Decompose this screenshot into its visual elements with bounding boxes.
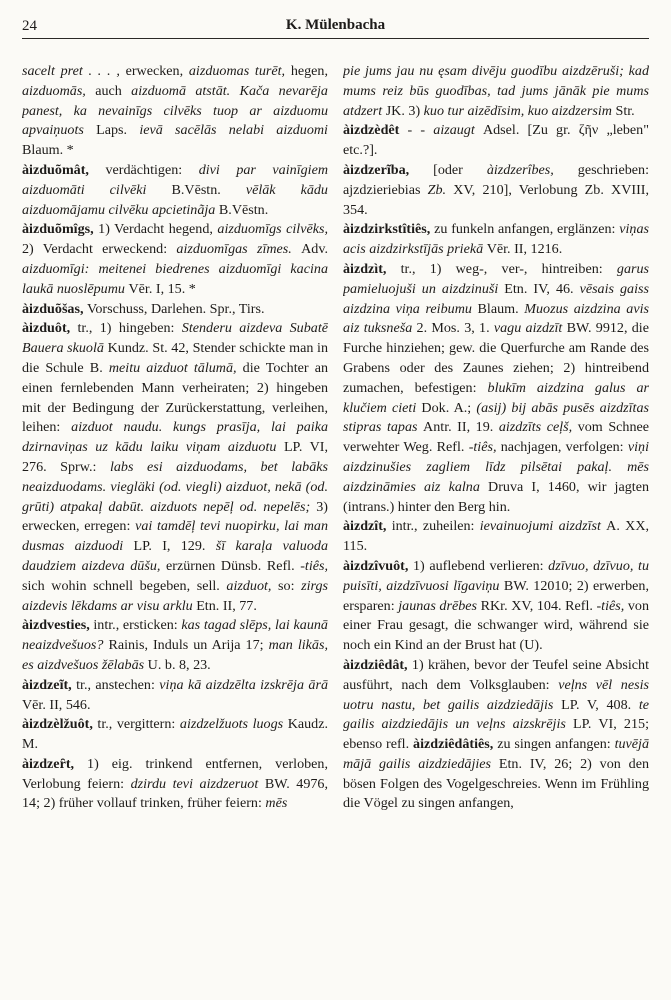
dictionary-entry bbox=[22, 62, 328, 161]
latvian-text: Zb. bbox=[427, 181, 454, 198]
dictionary-entry bbox=[22, 755, 328, 814]
latvian-text: labs esi aizduodams, bet labāks neaizduodams. viegläki (od. viegli) aizduot, nekā (od. grūti) atpakaļ dabūt. aizduots nepēļ od. nepelēs; bbox=[22, 458, 328, 515]
german-text: erzürnen Dünsb. Refl. bbox=[166, 557, 301, 574]
latvian-text: -tiês, bbox=[596, 597, 628, 614]
german-text: Vēr. II, 1216. bbox=[486, 241, 563, 258]
dictionary-entry bbox=[343, 62, 649, 121]
latvian-text: veļns vēl nesis uotru nastu, bet gailis aizdziedājis bbox=[343, 676, 649, 713]
latvian-text: sacelt pret . . . , bbox=[22, 63, 126, 79]
latvian-text: divi par vainīgiem aizduomāti cilvēki bbox=[22, 161, 328, 198]
latvian-text: àizdzerîbes, bbox=[486, 161, 578, 178]
latvian-text: kuo tur aizēdīsim, kuo aizdzersim bbox=[423, 102, 616, 119]
latvian-text: mēs bbox=[265, 795, 288, 812]
german-text: Vēr. I, 15. * bbox=[128, 280, 196, 297]
german-text: zu singen anfangen: bbox=[497, 736, 615, 753]
latvian-text: aizduomas turēt, bbox=[188, 63, 291, 79]
entry-headword: àizduõmât, bbox=[22, 161, 106, 178]
german-text: Blaum. * bbox=[22, 142, 74, 159]
dictionary-entry bbox=[343, 517, 649, 557]
entry-headword: àizdzîvuôt, bbox=[343, 557, 413, 574]
entry-headword: àizdzìt, bbox=[343, 260, 401, 277]
german-text: tr., 1) weg-, ver-, hintreiben: bbox=[400, 260, 617, 277]
german-text: B.Vēstn. bbox=[218, 201, 269, 218]
german-text: A. XX, 115. bbox=[343, 518, 649, 555]
german-text: [oder bbox=[433, 161, 487, 178]
dictionary-entry bbox=[343, 557, 649, 656]
german-text: Adv. bbox=[301, 241, 328, 258]
latvian-text: garus pamieluojuši un aizdzinuši bbox=[343, 260, 649, 297]
german-text: Vēr. II, 546. bbox=[22, 696, 91, 713]
german-text: BW. 12010; 2) erwerben, ersparen: bbox=[343, 577, 649, 614]
german-text: Dok. A.; bbox=[421, 399, 477, 416]
german-text: BW. 9912, die Furche hinziehen; gew. die Querfurche am Rande des Grabens oder des Zaunes ziehen; 2) hintreibend zumachen, befestigen: bbox=[343, 320, 649, 396]
german-text: verdächtigen: bbox=[105, 161, 199, 178]
german-text: Vorschuss, Darlehen. Spr., Tirs. bbox=[87, 300, 265, 317]
dictionary-entry bbox=[343, 656, 649, 814]
left-column bbox=[22, 62, 328, 980]
latvian-text: pie jums jau nu ęsam divēju guodību aizdzēruši; kad mums reiz būs guodības, tad jums jānāk pie mums atdzert bbox=[343, 63, 649, 119]
german-text: Kaudz. M. bbox=[22, 716, 328, 753]
dictionary-entry bbox=[22, 676, 328, 716]
latvian-text: viņi aizdzinušies zagliem līdz pilsētai pakaļ. mēs aizdzināmies aiz kalna bbox=[343, 439, 649, 495]
german-text: RKr. XV, 104. Refl. bbox=[480, 597, 597, 614]
german-text: Adsel. [Zu gr. ζῆν „leben" etc.?]. bbox=[343, 122, 649, 159]
german-text: tr., anstechen: bbox=[76, 676, 160, 693]
german-text: BW. 4976, 14; 2) früher vollauf trinken, früher feiern: bbox=[22, 775, 328, 812]
german-text: JK. 3) bbox=[385, 102, 424, 119]
latvian-text: aizaugt bbox=[433, 122, 483, 139]
entry-headword: àizdzèlžuôt, bbox=[22, 716, 98, 733]
entry-headword: àizdzeĩt, bbox=[22, 676, 77, 693]
latvian-text: aizduot naudu. kungs prasīja, lai paika dzirnaviņas uz kādu laiku viņam aizduotu bbox=[22, 419, 328, 456]
latvian-text: aizduomīgi: meitenei biedrenes aizduomīgi kacina laukā nuoslēpumu bbox=[22, 260, 328, 297]
latvian-text: blukīm aizdzina galus ar klučiem cieti bbox=[343, 379, 649, 416]
german-text: - - bbox=[407, 122, 434, 139]
entry-headword: àizdvesties, bbox=[22, 617, 94, 634]
latvian-text: tuvējā mājā gailis aizdziedājies bbox=[343, 736, 649, 772]
entry-headword: àizdzerĩba, bbox=[343, 161, 434, 178]
latvian-text: aizduomās, bbox=[22, 82, 96, 99]
entry-headword: àizdzît, bbox=[343, 518, 392, 535]
entry-headword: àizduõšas, bbox=[22, 300, 88, 317]
latvian-text: aizduomīgs cilvēks, bbox=[217, 221, 328, 238]
german-text: hegen, bbox=[290, 63, 328, 79]
dictionary-entry bbox=[343, 220, 649, 260]
german-text: die Tochter an einen fernlebenden Mann verheiraten; 2) hingeben mit der Bedingung der Zurückerstattung, verleihen, leihen: bbox=[22, 359, 328, 436]
latvian-text: vēlāk kādu aizduomājamu cilvēku apcietinãja bbox=[22, 181, 328, 218]
latvian-text: -tiês, bbox=[468, 439, 501, 456]
german-text: Etn. IV, 26; 2) von den bösen Folgen des Vogelgeschreies. Wenn im Frühling die Vögel zu singen anfangen, bbox=[343, 755, 649, 812]
latvian-text: -tiês, bbox=[300, 557, 328, 574]
german-text: Rainis, Induls un Arija 17; bbox=[108, 637, 269, 654]
dictionary-entry bbox=[22, 300, 328, 320]
german-text: erwecken, bbox=[125, 63, 189, 79]
german-text: Etn. IV, 46. bbox=[504, 280, 580, 297]
entry-headword: àizdzeȓt, bbox=[22, 755, 88, 772]
german-text: 2. Mos. 3, 1. bbox=[416, 320, 494, 337]
german-text: 3) erwecken, erregen: bbox=[22, 498, 328, 535]
german-text: 1) eig. trinkend entfernen, verloben, Verlobung feiern: bbox=[22, 755, 328, 792]
entry-headword: àizdzèdêt bbox=[343, 122, 408, 139]
entry-headword: àizdzirkstîtiês, bbox=[343, 221, 435, 238]
latvian-text: man likās, es aizdvešuos žēlabās bbox=[22, 637, 328, 673]
german-text: von einer Frau gesagt, die schwanger wird, während sie noch ein Kind an der Brust hat (U). bbox=[343, 597, 649, 654]
dictionary-entry bbox=[22, 319, 328, 616]
latvian-text: aizdzelžuots luogs bbox=[179, 716, 288, 733]
german-text: vom Schnee verwehter Weg. Refl. bbox=[343, 419, 649, 456]
latvian-text: aizduomā atstāt. Kača nevarēja panest, ka nevainīgs cilvēks tuop ar aizduomu apvaiņuots bbox=[22, 82, 328, 139]
latvian-text: šī karaļa valuoda daudziem aizdeva dūšu, bbox=[22, 538, 328, 574]
latvian-text: vēsais gaiss aizdzina viņa reibumu bbox=[343, 280, 649, 317]
german-text: LP. I, 129. bbox=[133, 538, 216, 555]
right-column bbox=[343, 62, 649, 980]
running-title: K. Mülenbacha bbox=[285, 17, 386, 33]
german-text: 1) auflebend verlieren: bbox=[413, 557, 549, 574]
german-text: so: bbox=[278, 577, 302, 594]
latvian-text: aizdzīts ceļš, bbox=[498, 419, 578, 436]
german-text: Blaum. bbox=[477, 300, 525, 317]
entry-headword: àizduõmîgs, bbox=[22, 221, 99, 238]
latvian-text: zirgs aizdevis lēkdams ar visu arklu bbox=[22, 577, 328, 614]
german-text: XV, 210], Verlobung Zb. XVIII, 354. bbox=[343, 181, 649, 218]
latvian-text: vagu aizdzīt bbox=[493, 320, 567, 337]
german-text: intr., zuheilen: bbox=[391, 518, 480, 535]
dictionary-entry bbox=[22, 616, 328, 675]
latvian-text: vai tamdēļ tevi nuopirku, lai man dusmas aizduodi bbox=[22, 518, 328, 555]
latvian-text: Stenderu aizdeva Subatē Bauera skuolā bbox=[22, 320, 328, 357]
latvian-text: meitu aizduot tālumā, bbox=[108, 359, 243, 376]
latvian-text: dzīvuo, dzīvuo, tu puisīti, aizdzīvuosi līgaviņu bbox=[343, 557, 649, 594]
dictionary-entry bbox=[22, 161, 328, 220]
german-text: zu funkeln anfangen, erglänzen: bbox=[434, 221, 620, 238]
entry-headword: àizdziêdât, bbox=[343, 656, 412, 673]
german-text: U. b. 8, 23. bbox=[147, 656, 211, 673]
latvian-text: jaunas drēbes bbox=[398, 597, 481, 614]
entry-headword: àizdziêdâtiês, bbox=[413, 736, 498, 753]
latvian-text: ievainuojumi aizdzīst bbox=[479, 518, 607, 535]
german-text: tr., vergittern: bbox=[97, 716, 180, 733]
german-text: tr., 1) hingeben: bbox=[77, 320, 182, 337]
latvian-text: viņa kā aizdzēlta izskrēja ārā bbox=[159, 676, 328, 693]
german-text: Etn. II, 77. bbox=[196, 597, 257, 614]
german-text: LP. VI, 215; ebenso refl. bbox=[343, 716, 649, 753]
dictionary-entry bbox=[22, 220, 328, 299]
latvian-text: aizduomīgas zīmes. bbox=[176, 241, 302, 258]
dictionary-entry bbox=[343, 121, 649, 161]
german-text: 1) Verdacht hegend, bbox=[98, 221, 218, 238]
german-text: 1) krähen, bevor der Teufel seine Absicht ausführt, nach dem Volksglauben: bbox=[343, 656, 649, 693]
dictionary-entry bbox=[22, 715, 328, 755]
latvian-text: Muozus aizdzina avis aiz tuksneša bbox=[343, 300, 649, 337]
german-text: 2) Verdacht erweckend: bbox=[22, 241, 177, 258]
entry-headword: àizduôt, bbox=[22, 320, 78, 337]
german-text: LP. VI, 276. Sprw.: bbox=[22, 439, 328, 475]
german-text: geschrieben: ajzdzieriebias bbox=[343, 161, 649, 198]
german-text: Druva I, 1460, wir jagten (intrans.) hinter den Berg hin. bbox=[343, 478, 649, 515]
german-text: Laps. bbox=[96, 122, 140, 139]
latvian-text: viņas acis aizdzirkstījās priekā bbox=[343, 221, 649, 258]
page-number: 24 bbox=[22, 18, 37, 34]
german-text: sich wohin schnell begeben, sell. bbox=[22, 577, 227, 594]
dictionary-columns bbox=[22, 62, 649, 980]
german-text: LP. V, 408. bbox=[561, 696, 639, 713]
latvian-text: kas tagad slēps, lai kaunā neaizdvešuos? bbox=[22, 617, 328, 654]
dictionary-entry bbox=[343, 161, 649, 220]
latvian-text: ievā sacēlās nelabi aizduomi bbox=[139, 122, 328, 139]
german-text: auch bbox=[95, 82, 132, 99]
latvian-text: dzirdu tevi aizdzeruot bbox=[130, 775, 265, 792]
german-text: Kundz. St. 42, Stender schickte man in die Schule B. bbox=[22, 340, 328, 376]
latvian-text: (asij) bij abās pusēs aizdzītas stipras tapas bbox=[343, 399, 649, 436]
german-text: Antr. II, 19. bbox=[423, 419, 499, 436]
latvian-text: aizduot, bbox=[226, 577, 279, 594]
german-text: B.Vēstn. bbox=[171, 181, 246, 198]
german-text: intr., ersticken: bbox=[93, 617, 182, 634]
german-text: Str. bbox=[615, 102, 635, 119]
dictionary-entry bbox=[343, 260, 649, 517]
latvian-text: te gailis aizdziedājis un veļns aizskrējis bbox=[343, 696, 649, 733]
german-text: nachjagen, verfolgen: bbox=[500, 439, 628, 456]
page-header bbox=[22, 12, 649, 39]
